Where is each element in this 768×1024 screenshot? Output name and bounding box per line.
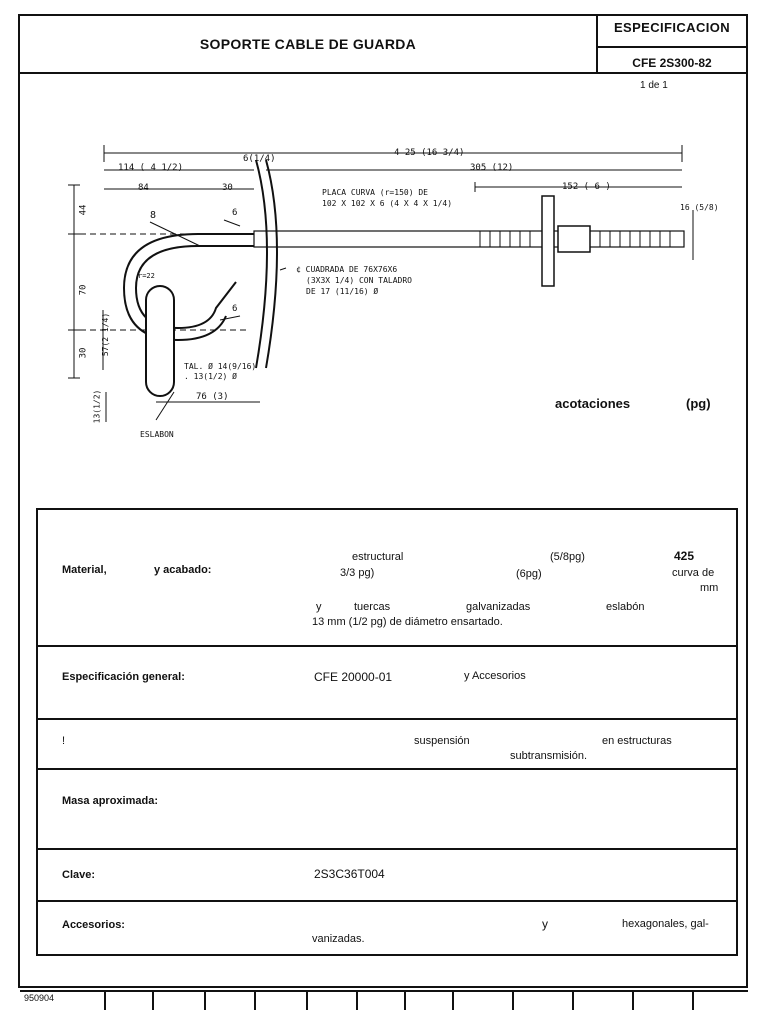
material-t12: 13 mm (1/2 pg) de diámetro ensartado. <box>312 616 503 628</box>
strip-tick <box>692 990 694 1010</box>
accesorios-t1: y <box>542 917 548 931</box>
strip-tick <box>632 990 634 1010</box>
row-divider-4 <box>36 848 738 850</box>
weld-8: 8 <box>150 210 157 221</box>
strip-tick <box>306 990 308 1010</box>
material-t5: (6pg) <box>516 568 542 580</box>
note-taladro-2: . 13(1/2) Ø <box>184 372 237 381</box>
dim-13: 13(1/2) <box>92 389 102 424</box>
dim-30v: 30 <box>78 347 89 359</box>
uso-t1: suspensión <box>414 735 470 747</box>
material-t1: estructural <box>352 551 404 563</box>
row-divider-3 <box>36 768 738 770</box>
material-t6: curva de <box>672 567 715 579</box>
weld-6a: 6 <box>232 208 238 218</box>
espec-t2: y Accesorios <box>464 670 526 682</box>
strip-tick <box>254 990 256 1010</box>
material-t9: tuercas <box>354 601 391 613</box>
masa-label: Masa aproximada: <box>62 795 158 807</box>
accesorios-label: Accesorios: <box>62 919 125 931</box>
strip-tick <box>104 990 106 1010</box>
spec-divider <box>596 46 748 48</box>
spec-table <box>36 508 738 956</box>
strip-tick <box>452 990 454 1010</box>
note-cuadrada-1: ¢ CUADRADA DE 76X76X6 <box>296 265 398 274</box>
dim-114: 114 ( 4 1/2) <box>118 163 184 173</box>
material-t11: eslabón <box>606 601 645 613</box>
strip-tick <box>152 990 154 1010</box>
material-label-2: y acabado: <box>154 564 212 576</box>
dim-16: 16 (5/8) <box>680 203 719 212</box>
material-t4: 3/3 pg) <box>340 567 375 579</box>
strip-tick <box>204 990 206 1010</box>
strip-tick <box>356 990 358 1010</box>
footer-strip <box>20 990 748 1008</box>
accesorios-t2: hexagonales, gal- <box>622 918 709 930</box>
accesorios-t3: vanizadas. <box>312 933 365 945</box>
dim-305: 305 (12) <box>470 163 514 173</box>
note-placa-1: PLACA CURVA (r=150) DE <box>322 188 428 197</box>
spec-label: ESPECIFICACION <box>613 20 731 35</box>
dim-152: 152 ( 6 ) <box>562 182 611 192</box>
weld-6b: 6 <box>232 304 238 314</box>
espec-label: Especificación general: <box>62 671 185 683</box>
acotaciones-label: acotaciones <box>555 396 631 411</box>
uso-t2: en estructuras <box>602 735 672 747</box>
dim-total: 4 25 (16 3/4) <box>394 148 465 158</box>
material-t3: 425 <box>674 549 695 563</box>
strip-tick <box>572 990 574 1010</box>
dim-6: 6(1/4) <box>243 154 276 164</box>
clave-label: Clave: <box>62 869 96 881</box>
dim-76: 76 (3) <box>196 392 229 402</box>
dim-57: 57(2 1/4) <box>101 312 111 357</box>
material-label: Material, <box>62 564 107 576</box>
dim-70: 70 <box>78 284 89 296</box>
clave-value: 2S3C36T004 <box>314 867 385 881</box>
dim-84: 84 <box>138 183 149 193</box>
row-divider-1 <box>36 645 738 647</box>
note-cuadrada-3: DE 17 (11/16) Ø <box>306 287 379 296</box>
row-divider-2 <box>36 718 738 720</box>
dim-30: 30 <box>222 183 233 193</box>
note-taladro-1: TAL. Ø 14(9/16) <box>184 362 257 371</box>
row-divider-5 <box>36 900 738 902</box>
note-cuadrada-2: (3X3X 1/4) CON TALADRO <box>306 276 412 285</box>
espec-t1: CFE 20000-01 <box>314 670 393 684</box>
strip-tick <box>512 990 514 1010</box>
spec-code: CFE 2S300-82 <box>632 56 712 70</box>
strip-tick <box>404 990 406 1010</box>
header-divider <box>18 72 748 74</box>
material-t7: mm <box>700 582 719 594</box>
units-label: (pg) <box>686 396 711 411</box>
dim-radius: r=22 <box>138 272 155 280</box>
uso-t0: ! <box>62 735 66 747</box>
material-t8: y <box>316 601 322 613</box>
footer-code: 950904 <box>24 993 55 1003</box>
note-eslabon: ESLABON <box>140 430 174 439</box>
uso-t3: subtransmisión. <box>510 750 588 762</box>
material-t2: (5/8pg) <box>550 551 585 563</box>
document-title: SOPORTE CABLE DE GUARDA <box>199 36 417 52</box>
note-placa-2: 102 X 102 X 6 (4 X 4 X 1/4) <box>322 199 453 208</box>
material-t10: galvanizadas <box>466 601 531 613</box>
dim-44: 44 <box>78 204 89 216</box>
page-number: 1 de 1 <box>640 80 668 91</box>
